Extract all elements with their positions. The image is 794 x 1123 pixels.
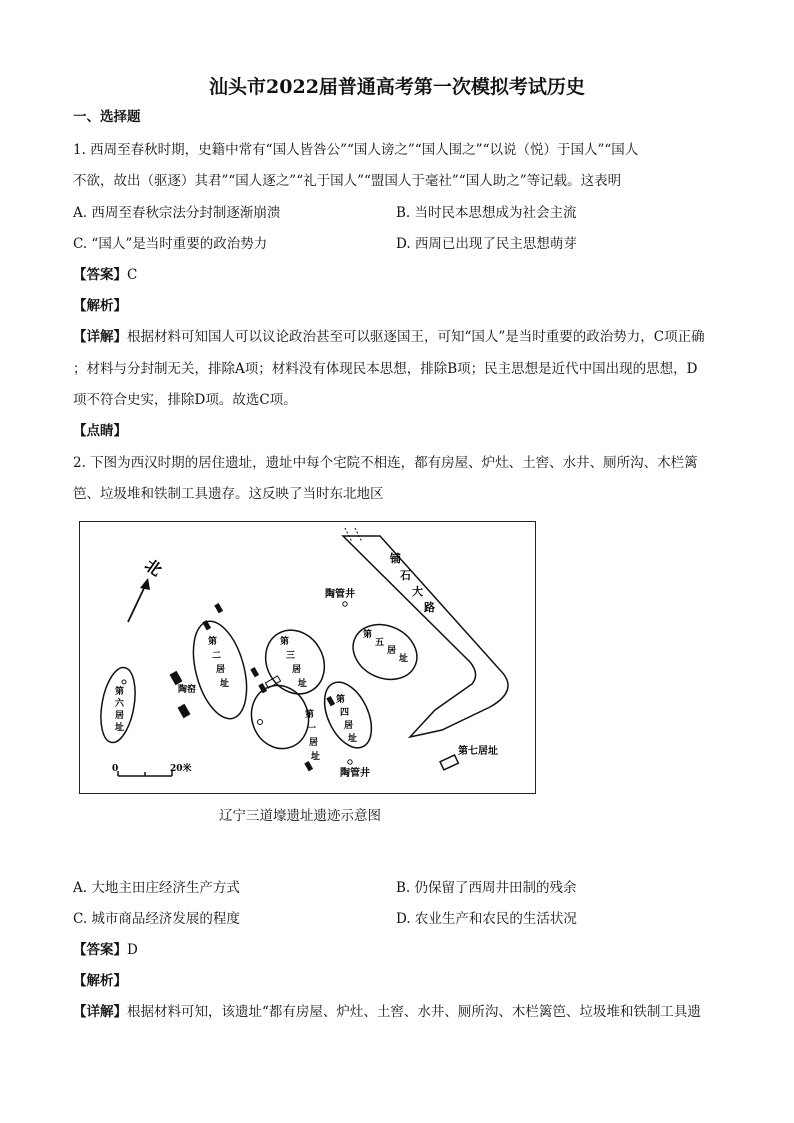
- kiln: [170, 671, 196, 718]
- site-2: [184, 603, 256, 724]
- svg-text:址: 址: [311, 752, 321, 762]
- site-3: [250, 619, 335, 704]
- svg-text:居: 居: [387, 646, 397, 656]
- q1-answer: [73, 266, 137, 284]
- svg-text:址: 址: [298, 679, 308, 689]
- svg-text:址: 址: [348, 734, 358, 744]
- site-6: [96, 665, 141, 745]
- q1-option-a: A. 西周至春秋宗法分封制逐渐崩溃: [73, 205, 281, 221]
- north-label: 北: [141, 555, 166, 580]
- svg-text:三: 三: [286, 651, 296, 661]
- q1-detail-line3: 项不符合史实，排除D项。故选C项。: [73, 392, 297, 408]
- svg-text:址: 址: [399, 654, 409, 664]
- svg-text:居: 居: [216, 665, 226, 675]
- svg-text:六: 六: [115, 699, 125, 709]
- svg-text:第: 第: [363, 630, 373, 640]
- svg-text:第: 第: [305, 710, 315, 720]
- scale-zero: 0: [112, 764, 119, 774]
- q1-detail-line2: ；材料与分封制无关，排除A项；材料没有体现民本思想，排除B项；民主思想是近代中国出现的思想，D: [73, 361, 698, 377]
- q1-stem-line2: 不欲，故出（驱逐）其君”“国人逐之”“礼于国人”“盟国人于毫社”“国人助之”等记载。这表明: [73, 173, 622, 189]
- svg-text:居: 居: [309, 738, 319, 748]
- q1-option-c: C. “国人”是当时重要的政治势力: [73, 236, 268, 252]
- site-7: [440, 744, 498, 770]
- kiln-label: 陶窑: [178, 685, 197, 695]
- svg-text:居: 居: [115, 711, 125, 721]
- q1-option-b: B. 当时民本思想成为社会主流: [396, 205, 577, 221]
- svg-text:第: 第: [280, 637, 290, 647]
- q1-analysis-label: 【解析】: [73, 298, 127, 314]
- svg-text:五: 五: [375, 638, 385, 648]
- detail-text: 根据材料可知，该遗址“都有房屋、炉灶、土窖、水井、厕所沟、木栏篱笆、垃圾堆和铁制工具遗: [127, 1004, 701, 1020]
- road-char-2: 石: [400, 569, 411, 582]
- svg-text:一: 一: [307, 724, 317, 734]
- svg-text:址: 址: [115, 723, 125, 733]
- road-char-4: 路: [424, 601, 435, 614]
- site-5: [344, 614, 426, 689]
- well-top-icon: [343, 602, 347, 606]
- q1-tip-label: 【点睛】: [73, 423, 127, 439]
- detail-label: 【详解】: [73, 329, 127, 345]
- q1-detail-line1: [73, 328, 705, 346]
- svg-text:第七居址: 第七居址: [458, 746, 498, 757]
- answer-value: C: [127, 267, 138, 283]
- well-top-label: 陶管井: [325, 589, 355, 600]
- q1-stem-line1: 1. 西周至春秋时期，史籍中常有“国人皆咎公”“国人谤之”“国人围之”“以说（悦）于国人”“国人: [73, 142, 639, 158]
- q2-option-d: D. 农业生产和农民的生活状况: [396, 911, 577, 927]
- road-char-1: 铺: [390, 552, 401, 565]
- scale-bar: [112, 762, 192, 776]
- svg-text:址: 址: [220, 679, 230, 689]
- q2-answer: [73, 941, 138, 959]
- detail-label: 【详解】: [73, 1004, 127, 1020]
- page-title: 汕头市2022届普通高考第一次模拟考试历史: [209, 76, 585, 98]
- well-bottom-label: 陶管井: [340, 768, 370, 779]
- q2-analysis-label: 【解析】: [73, 973, 127, 989]
- svg-text:第: 第: [115, 687, 125, 697]
- svg-text:居: 居: [292, 665, 302, 675]
- figure-caption: 辽宁三道壕遗址遗迹示意图: [219, 808, 381, 824]
- q2-stem-line2: 笆、垃圾堆和铁制工具遗存。这反映了当时东北地区: [73, 486, 384, 502]
- q1-option-d: D. 西周已出现了民主思想萌芽: [396, 236, 577, 252]
- q2-option-b: B. 仍保留了西周井田制的残余: [396, 880, 577, 896]
- north-arrow-icon: [128, 555, 165, 622]
- svg-text:二: 二: [212, 651, 222, 661]
- road-char-3: 大: [412, 585, 423, 598]
- q2-option-c: C. 城市商品经济发展的程度: [73, 911, 240, 927]
- well-bottom-icon: [348, 760, 352, 764]
- q2-detail-line1: [73, 1003, 701, 1021]
- answer-label: 【答案】: [73, 267, 127, 283]
- answer-label: 【答案】: [73, 942, 127, 958]
- svg-text:四: 四: [340, 708, 350, 718]
- q2-stem-line1: 2. 下图为西汉时期的居住遗址，遗址中每个宅院不相连，都有房屋、炉灶、土窖、水井、厕所沟、木栏篱: [73, 455, 698, 471]
- scale-twenty: 20米: [170, 764, 192, 774]
- q2-option-a: A. 大地主田庄经济生产方式: [73, 880, 240, 896]
- section-heading: 一、选择题: [73, 109, 141, 125]
- svg-text:居: 居: [344, 721, 354, 731]
- svg-text:第: 第: [208, 637, 218, 647]
- site-4: [315, 675, 381, 755]
- answer-value: D: [127, 942, 138, 958]
- detail-text: 根据材料可知国人可以议论政治甚至可以驱逐国王，可知“国人”是当时重要的政治势力，C项正确: [127, 329, 705, 345]
- site-map: [80, 522, 535, 793]
- site-map-figure: [79, 521, 536, 794]
- svg-text:第: 第: [336, 695, 346, 705]
